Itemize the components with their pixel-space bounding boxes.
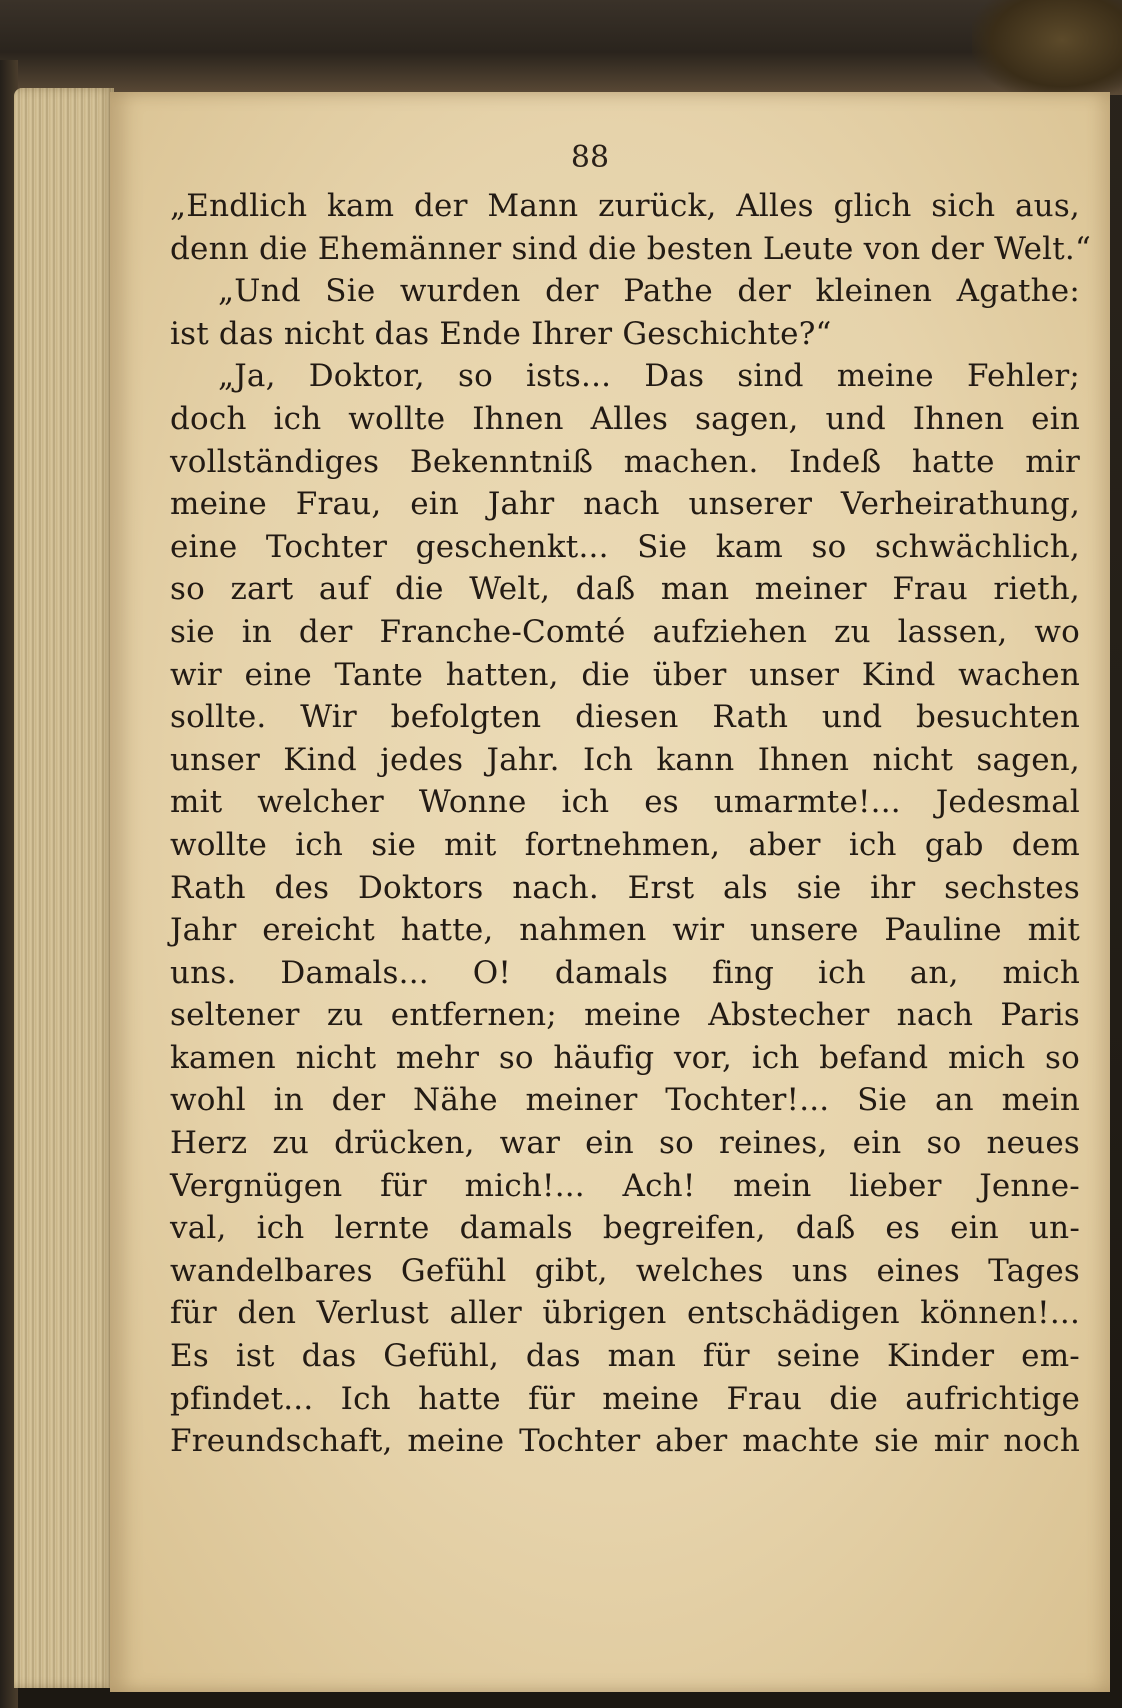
text-line: so zart auf die Welt, daß man meiner Frau rieth, — [170, 571, 1080, 608]
text-line: vollständiges Bekenntniß machen. Indeß hatte mir — [170, 443, 1080, 480]
page-number: 88 — [570, 140, 610, 175]
book-cover-top — [0, 0, 1122, 95]
text-line: „Und Sie wurden der Pathe der kleinen Agathe: — [218, 273, 1080, 310]
page-text — [170, 185, 1092, 1463]
text-line: val, ich lernte damals begreifen, daß es ein un- — [170, 1210, 1080, 1247]
ribbon-bookmark — [972, 0, 1122, 100]
text-line: wir eine Tante hatten, die über unser Kind wachen — [170, 656, 1080, 693]
text-line: uns. Damals... O! damals fing ich an, mich — [170, 954, 1080, 991]
text-line: sie in der Franche-Comté aufziehen zu lassen, wo — [170, 613, 1080, 650]
text-line: doch ich wollte Ihnen Alles sagen, und Ihnen ein — [170, 400, 1080, 437]
text-line: wollte ich sie mit fortnehmen, aber ich gab dem — [170, 826, 1080, 863]
text-line: eine Tochter geschenkt... Sie kam so schwächlich, — [170, 528, 1080, 565]
page-edges — [14, 88, 114, 1688]
text-line: kamen nicht mehr so häufig vor, ich befand mich so — [170, 1039, 1080, 1076]
text-line: wandelbares Gefühl gibt, welches uns eines Tages — [170, 1252, 1080, 1289]
text-line: „Ja, Doktor, so ists... Das sind meine Fehler; — [218, 358, 1080, 395]
text-line: mit welcher Wonne ich es umarmte!... Jedesmal — [170, 784, 1080, 821]
text-line: Freundschaft, meine Tochter aber machte sie mir noch — [170, 1423, 1080, 1460]
text-line: Es ist das Gefühl, das man für seine Kinder em- — [170, 1338, 1080, 1375]
text-line: Rath des Doktors nach. Erst als sie ihr sechstes — [170, 869, 1080, 906]
text-line: Jahr ereicht hatte, nahmen wir unsere Pauline mit — [170, 912, 1080, 949]
text-line: Herz zu drücken, war ein so reines, ein so neues — [170, 1125, 1080, 1162]
text-line: denn die Ehemänner sind die besten Leute von der Welt.“ — [170, 230, 1092, 267]
text-line: meine Frau, ein Jahr nach unserer Verheirathung, — [170, 486, 1080, 523]
text-line: wohl in der Nähe meiner Tochter!... Sie an mein — [170, 1082, 1080, 1119]
text-line: seltener zu entfernen; meine Abstecher nach Paris — [170, 997, 1080, 1034]
text-line: Vergnügen für mich!... Ach! mein lieber Jenne- — [170, 1167, 1080, 1204]
text-line: ist das nicht das Ende Ihrer Geschichte?“ — [170, 315, 832, 352]
text-line: unser Kind jedes Jahr. Ich kann Ihnen nicht sagen, — [170, 741, 1080, 778]
text-line: sollte. Wir befolgten diesen Rath und besuchten — [170, 699, 1080, 736]
text-line: pfindet... Ich hatte für meine Frau die aufrichtige — [170, 1380, 1080, 1417]
text-line: für den Verlust aller übrigen entschädigen können!... — [170, 1295, 1080, 1332]
text-line: „Endlich kam der Mann zurück, Alles glich sich aus, — [170, 188, 1080, 224]
